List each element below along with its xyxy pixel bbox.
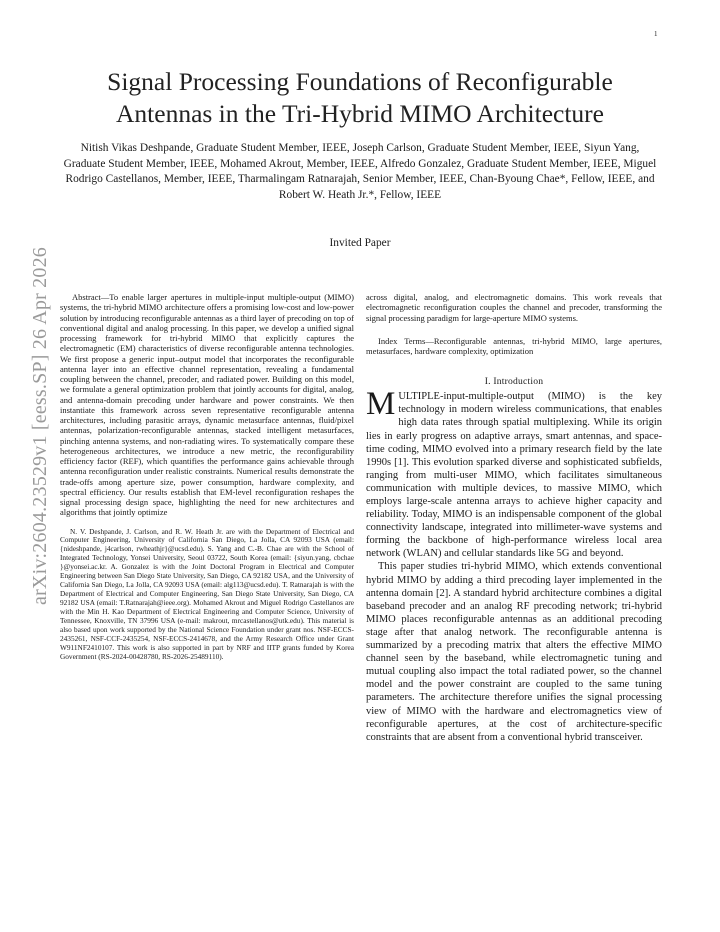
intro-paragraph-2: This paper studies tri-hybrid MIMO, which extends conventional hybrid MIMO by adding a third precoding layer implemented in the antenna domain [2]. A standard hybrid architecture combines a digital baseband precoder and an analog RF precoding network; tri-hybrid MIMO places reconfigurable antennas as an additional precoding stage after that analog network. The reconfigurable antenna is summarized by a precoding matrix that alters the effective MIMO channel seen by the baseband, while electromagnetic tuning and mutual coupling also impact the total radiated power, so the channel model and the power constraint are coupled to the same tuning parameters. The architecture therefore unifies the signal processing view of MIMO with the hardware and electromagnetics view of reconfigurable apertures, at the cost of architecture-specific constraints that are absent from a conventional hybrid transceiver. [366, 561, 662, 743]
section-heading-introduction: I. Introduction [484, 376, 544, 388]
paper-title: Signal Processing Foundations of Reconfigurable Antennas in the Tri-Hybrid MIMO Architecture [107, 67, 613, 128]
intro-paragraph-1-text: ULTIPLE-input-multiple-output (MIMO) is the key technology in modern wireless communications, that enables high data rates through spatial multiplexing. While its origin lies in early progress on adaptive arrays, smart antennas, and space-time coding, MIMO evolved into a primary research field by the late 1990s [1]. This evolution sparked diverse and sophisticated subfields, ranging from multi-user MIMO, which facilitates simultaneous communication with multiple devices, to massive MIMO, which employs large-scale antenna arrays to achieve higher capacity and reliability. Today, MIMO is an indispensable component of the global connectivity landscape, integrated into millimeter-wave systems and forming the backbone of high-performance wireless local area network (WLAN) and cellular standards like 5G and beyond. [366, 391, 662, 560]
paper-type-label: Invited Paper [329, 237, 391, 249]
right-column [366, 292, 662, 744]
intro-paragraph-1 [366, 386, 662, 560]
left-column [60, 292, 354, 662]
drop-cap-letter: M [366, 386, 396, 423]
index-terms: Index Terms—Reconfigurable antennas, tri-hybrid MIMO, large apertures, metasurfaces, hardware complexity, optimization [366, 335, 662, 356]
abstract-text: Abstract—To enable larger apertures in multiple-input multiple-output (MIMO) systems, the tri-hybrid MIMO architecture offers a promising low-cost and low-power solution by introducing reconfigurable antennas as a third layer of precoding on top of conventional digital and analog processing. In this paper, we develop a unified signal processing framework for tri-hybrid MIMO that explicitly captures the electromagnetic (EM) characteristics of diverse reconfigurable antenna technologies. We first propose a generic input–output model that incorporates the reconfigurable antenna layer into an effective channel representation, revealing a fundamental coupling between the channel, precoder, and radiated power. Building on this model, we formulate a general optimization problem that jointly accounts for digital, analog, and antenna-domain precoding under hardware and power constraints. We then instantiate this framework across seven representative reconfigurable antenna architectures, including parasitic arrays, dynamic metasurface antennas, fluid/pixel antennas, polarization-reconfigurable antennas, stacked intelligent metasurfaces, pinching antenna systems, and non-radiating wires. To systematically compare these heterogeneous architectures, we introduce a new metric, the reconfigurability efficiency factor (REF), which quantifies the performance gains achievable through antenna reconfiguration under realistic constraints. Numerical results demonstrate the trade-offs among aperture size, power consumption, hardware complexity, and spectral efficiency. Our results establish that EM-level reconfiguration reshapes the signal processing design space, highlighting the need for new architectures and algorithms that jointly optimize [60, 292, 354, 518]
abstract-continuation: across digital, analog, and electromagnetic domains. This work reveals that electromagnetic reconfiguration couples the channel and precoder, transforming the signal processing paradigm for large-aperture MIMO systems. [366, 292, 662, 323]
affiliation-footnote: N. V. Deshpande, J. Carlson, and R. W. Heath Jr. are with the Department of Electrical and Computer Engineering, University of California San Diego, La Jolla, CA 92093 USA (email: {nideshpande, j4carlson, rwheathjr}@ucsd.edu). S. Yang and C.-B. Chae are with the School of Integrated Technology, Yonsei University, Seoul 03722, South Korea (email: {siyun.yang, cbchae }@yonsei.ac.kr. A. Gonzalez is with the Joint Doctoral Program in Electrical and Computer Engineering between San Diego State University, San Diego, CA 92182 USA, and the University of California San Diego, La Jolla, CA 92093 USA (email: alg113@ucsd.edu). T. Ratnarajah is with the Department of Electrical and Computer Engineering, San Diego State University, San Diego, CA 92182 USA (email: T.Ratnarajah@ieee.org). Mohamed Akrout and Miguel Rodrigo Castellanos are with the Min H. Kao Department of Electrical Engineering and Computer Science, University of Tennessee, Knoxville, TN 37996 USA (e-mail: makrout, mrcastellanos@utk.edu). This material is also based upon work supported by the National Science Foundation under grant nos. NSF-ECCS-2435261, NSF-CCF-2435254, NSF-ECCS-2414678, and the Army Research Office under Grant W911NF2410107. This work is also supported in part by NRF and IITP grants funded by Korea Government (RS-2024-00428780, RS-2026-25489110). [60, 526, 354, 661]
arxiv-identifier-stamp: arXiv:2604.23529v1 [eess.SP] 26 Apr 2026 [29, 247, 51, 605]
page-number: 1 [654, 30, 658, 38]
author-list: Nitish Vikas Deshpande, Graduate Student Member, IEEE, Joseph Carlson, Graduate Student Member, IEEE, Siyun Yang, Graduate Student Member, IEEE, Mohamed Akrout, Member, IEEE, Alfredo Gonzalez, Graduate Student Member, IEEE, Miguel Rodrigo Castellanos, Member, IEEE, Tharmalingam Ratnarajah, Senior Member, IEEE, Chan-Byoung Chae*, Fellow, IEEE, and Robert W. Heath Jr.*, Fellow, IEEE [63, 142, 657, 201]
